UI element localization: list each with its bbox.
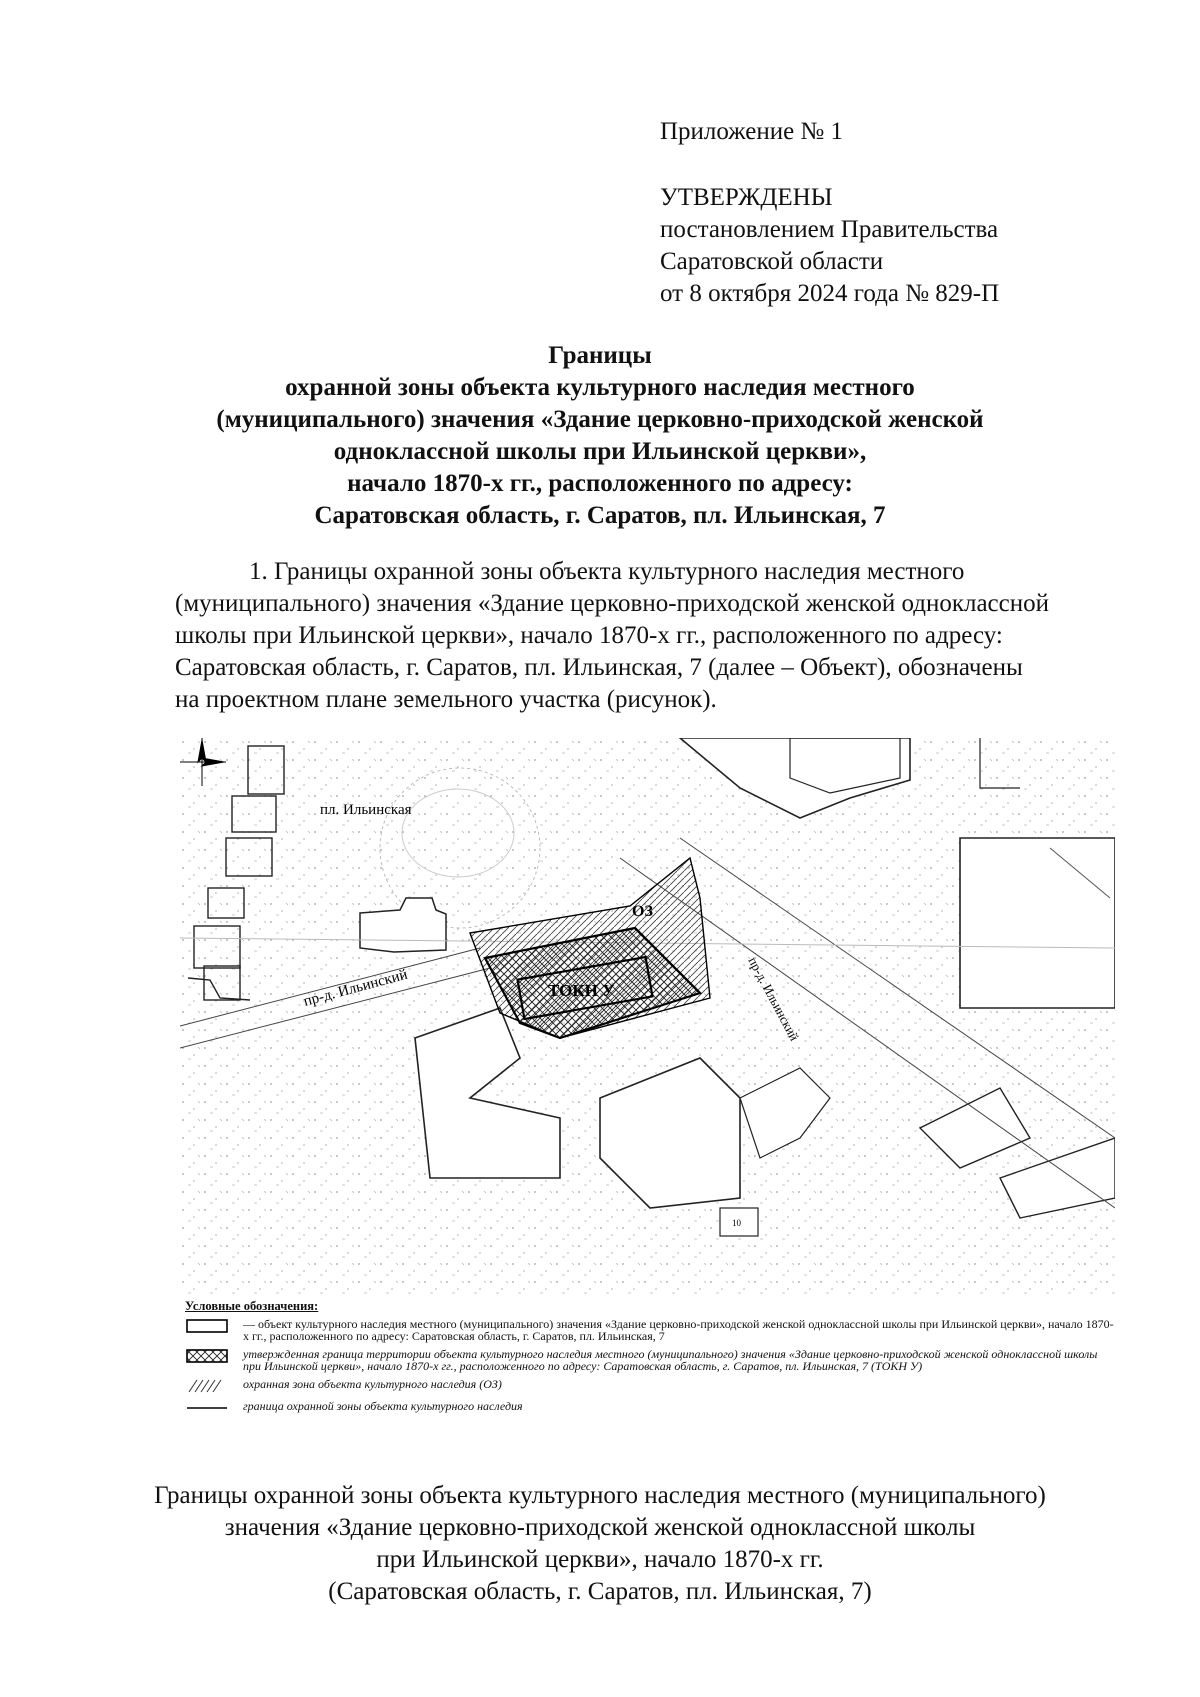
legend-item [185, 1348, 1115, 1372]
legend-item [185, 1400, 1115, 1416]
diagonal-hatch-icon [185, 1378, 233, 1394]
approval-line: Саратовской области [660, 248, 884, 275]
house-number: 10 [732, 1218, 741, 1228]
legend-text: охранная зона объекта культурного наследия (ОЗ) [243, 1377, 502, 1391]
figure-caption [150, 1480, 1050, 1608]
boundary-line-icon [185, 1400, 233, 1416]
legend-title: Условные обозначения: [185, 1299, 319, 1313]
body-paragraph [175, 556, 1120, 716]
legend-item [185, 1318, 1115, 1342]
title-line: одноклассной школы при Ильинской церкви», [333, 438, 867, 465]
paragraph-line: на проектном плане земельного участка (рисунок). [175, 686, 717, 713]
caption-line: значения «Здание церковно-приходской женской одноклассной школы [224, 1514, 976, 1541]
approval-line: постановлением Правительства [660, 216, 999, 243]
map-square-label: пл. Ильинская [320, 802, 412, 818]
approval-line: от 8 октября 2024 года № 829-П [660, 280, 1000, 307]
caption-line: при Ильинской церкви», начало 1870-х гг. [376, 1546, 824, 1573]
title-line: (муниципального) значения «Здание церковно-приходской женской [216, 406, 984, 433]
site-plan-map [180, 738, 1115, 1298]
paragraph-line: Саратовская область, г. Саратов, пл. Ильинская, 7 (далее – Объект), обозначены [175, 654, 1023, 681]
paragraph-line: (муниципального) значения «Здание церковно-приходской женской одноклассной [175, 590, 1049, 617]
title-line: охранной зоны объекта культурного наследия местного [285, 374, 915, 401]
approval-block [660, 182, 999, 310]
caption-line: Границы охранной зоны объекта культурного наследия местного (муниципального) [154, 1482, 1046, 1509]
legend-text: утвержденная граница территории объекта культурного наследия местного (муниципального) значения «Здание церковно-приходской женской одноклассной школы при Ильинской церкви», начало 1870-х гг., расположенного по адресу: Саратовская область, г. Саратов, пл. Ильинская, 7 (ТОКН У) [243, 1347, 1098, 1373]
legend-text: граница охранной зоны объекта культурного наследия [243, 1399, 523, 1413]
street-label-left: пр-д. Ильинский [301, 966, 410, 1010]
legend-item [185, 1378, 1115, 1394]
caption-line: (Саратовская область, г. Саратов, пл. Ильинская, 7) [328, 1578, 872, 1605]
document-title [150, 340, 1050, 532]
map-legend [185, 1300, 1115, 1416]
street-label-right: пр-д. Ильинский [745, 954, 803, 1044]
crosshatch-icon [185, 1348, 233, 1364]
object-label: ТОКН У [548, 981, 615, 1000]
title-line: Саратовская область, г. Саратов, пл. Ильинская, 7 [314, 502, 886, 529]
object-outline-icon [185, 1318, 233, 1334]
approval-line: УТВЕРЖДЕНЫ [660, 184, 833, 211]
title-line: начало 1870-х гг., расположенного по адресу: [347, 470, 853, 497]
paragraph-line: школы при Ильинской церкви», начало 1870-х гг., расположенного по адресу: [175, 622, 1003, 649]
paragraph-line: 1. Границы охранной зоны объекта культурного наследия местного [249, 558, 965, 585]
title-line: Границы [548, 342, 652, 369]
zone-label: ОЗ [632, 903, 653, 920]
legend-text: — объект культурного наследия местного (муниципального) значения «Здание церковно-приходской женской одноклассной школы при Ильинской церкви», начало 1870-х гг., расположенного по адресу: Саратовская область, г. Саратов, пл. Ильинская, 7 [243, 1317, 1114, 1343]
appendix-number: Приложение № 1 [660, 118, 844, 145]
